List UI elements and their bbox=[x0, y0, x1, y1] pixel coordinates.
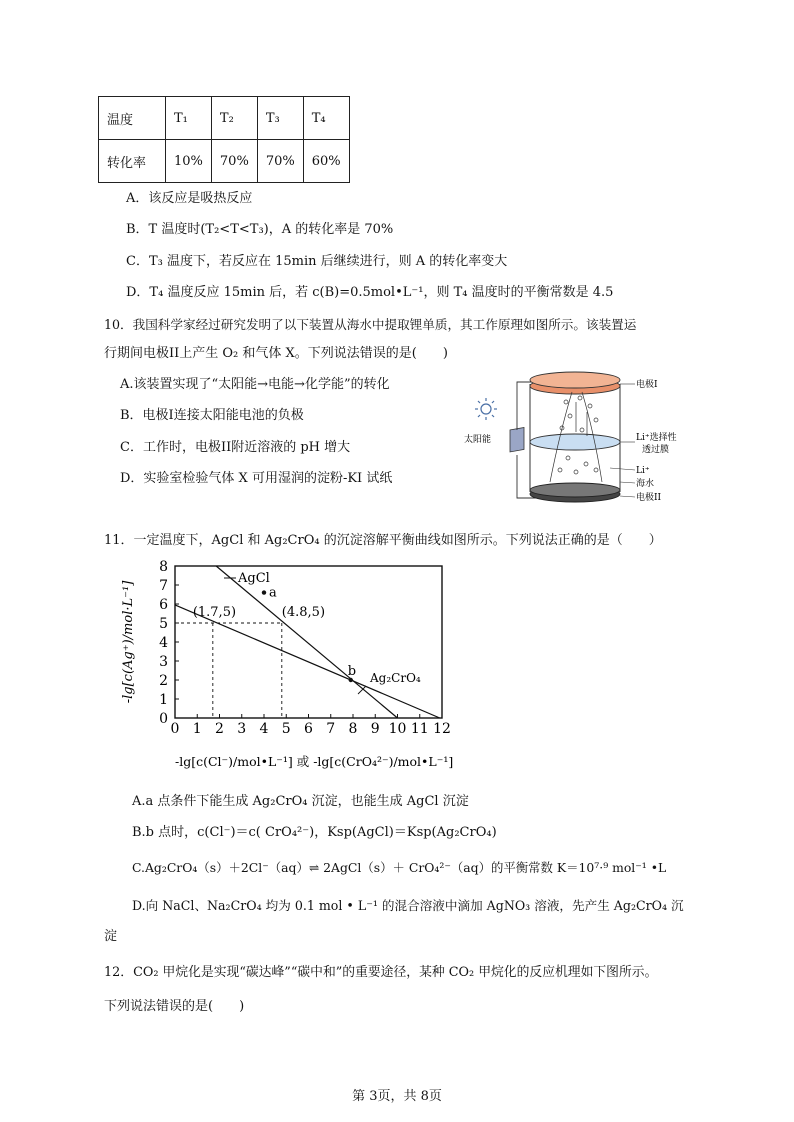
series-line-0 bbox=[216, 566, 397, 718]
q9-option-a: A．该反应是吸热反应 bbox=[126, 191, 253, 206]
sun-icon bbox=[475, 398, 497, 420]
q10-stem-line1: 10．我国科学家经过研究发明了以下装置从海水中提取锂单质，其工作原理如图所示。该装置运 bbox=[104, 317, 637, 332]
table-cell: 70% bbox=[257, 140, 303, 183]
q10-option-a: A.该装置实现了“太阳能→电能→化学能”的转化 bbox=[120, 377, 390, 392]
table-cell: 温度 bbox=[99, 97, 166, 140]
y-tick-label: 4 bbox=[159, 635, 168, 651]
electrode-2-label: 电极II bbox=[636, 493, 662, 503]
solar-label: 太阳能 bbox=[464, 435, 492, 445]
x-tick-label: 11 bbox=[410, 721, 429, 737]
table-cell: T₃ bbox=[257, 97, 303, 140]
coordinate-label: (1.7,5) bbox=[192, 605, 237, 620]
membrane-label-line2: 透过膜 bbox=[642, 445, 670, 455]
x-tick-label: 4 bbox=[259, 721, 269, 737]
q11-option-d-continued: 淀 bbox=[104, 929, 118, 944]
x-tick-label: 5 bbox=[281, 721, 291, 737]
membrane-label-line1: Li⁺选择性 bbox=[636, 433, 677, 443]
y-tick-label: 5 bbox=[159, 616, 168, 632]
x-tick-label: 3 bbox=[237, 721, 247, 737]
q11-option-d: D.向 NaCl、Na₂CrO₄ 均为 0.1 mol • L⁻¹ 的混合溶液中滴加 AgNO₃ 溶液，先产生 Ag₂CrO₄ 沉 bbox=[132, 898, 684, 913]
point-label-a: a bbox=[269, 585, 277, 601]
plot-frame bbox=[175, 566, 442, 718]
x-tick-label: 8 bbox=[348, 721, 358, 737]
q11-option-c: C.Ag₂CrO₄（s）＋2Cl⁻（aq）⇌ 2AgCl（s）＋ CrO₄²⁻（aq）的平衡常数 K＝10⁷·⁹ mol⁻¹ •L bbox=[132, 860, 667, 875]
y-tick-label: 8 bbox=[159, 559, 168, 575]
page-footer: 第 3页，共 8页 bbox=[352, 1089, 442, 1104]
q10-stem-line2: 行期间电极II上产生 O₂ 和气体 X。下列说法错误的是( ) bbox=[104, 346, 448, 361]
x-tick-label: 9 bbox=[370, 721, 380, 737]
series-label-ag2cro4: Ag₂CrO₄ bbox=[370, 671, 421, 685]
x-tick-label: 7 bbox=[326, 721, 336, 737]
x-tick-label: 12 bbox=[433, 721, 451, 737]
q11-stem: 11．一定温度下，AgCl 和 Ag₂CrO₄ 的沉淀溶解平衡曲线如图所示。下列说法正确的是（ ） bbox=[104, 533, 662, 548]
y-tick-label: 2 bbox=[159, 673, 168, 689]
x-tick-label: 10 bbox=[388, 721, 407, 737]
q10-option-d: D．实验室检验气体 X 可用湿润的淀粉-KI 试纸 bbox=[120, 471, 393, 486]
table-cell: T₄ bbox=[303, 97, 349, 140]
y-tick-label: 0 bbox=[159, 711, 168, 727]
series-label-agcl: AgCl bbox=[238, 571, 270, 586]
series-lines bbox=[175, 566, 440, 718]
x-axis-label: -lg[c(Cl⁻)/mol•L⁻¹] 或 -lg[c(CrO₄²⁻)/mol•L⁻¹] bbox=[175, 754, 454, 769]
x-tick-label: 1 bbox=[192, 721, 202, 737]
q11-option-a: A.a 点条件下能生成 Ag₂CrO₄ 沉淀，也能生成 AgCl 沉淀 bbox=[132, 794, 469, 809]
series-line-1 bbox=[175, 605, 440, 718]
li-ion-label: Li⁺ bbox=[636, 466, 650, 476]
y-tick-label: 3 bbox=[159, 654, 168, 670]
y-tick-label: 1 bbox=[159, 692, 168, 708]
q9-option-d: D．T₄ 温度反应 15min 后，若 c(B)=0.5mol•L⁻¹，则 T₄ 温度时的平衡常数是 4.5 bbox=[126, 285, 614, 300]
solubility-chart bbox=[100, 558, 460, 783]
seawater-label: 海水 bbox=[636, 479, 655, 489]
table-cell: 60% bbox=[303, 140, 349, 183]
q12-stem-line2: 下列说法错误的是( ) bbox=[104, 999, 245, 1014]
x-tick-label: 6 bbox=[304, 721, 313, 737]
point-label-b: b bbox=[347, 664, 357, 679]
table-cell: 转化率 bbox=[99, 140, 166, 183]
q10-option-b: B．电极I连接太阳能电池的负极 bbox=[120, 408, 304, 423]
electrode-1-label: 电极I bbox=[636, 380, 658, 390]
q10-option-c: C．工作时，电极II附近溶液的 pH 增大 bbox=[120, 440, 351, 455]
coordinate-label: (4.8,5) bbox=[281, 605, 326, 620]
point-marker-a bbox=[262, 590, 266, 594]
table-cell: 10% bbox=[166, 140, 212, 183]
y-axis-ticks bbox=[159, 559, 179, 727]
table-cell: T₂ bbox=[211, 97, 257, 140]
y-tick-label: 7 bbox=[159, 578, 168, 594]
y-tick-label: 6 bbox=[159, 597, 168, 613]
x-tick-label: 0 bbox=[170, 721, 180, 737]
q12-stem-line1: 12．CO₂ 甲烷化是实现“碳达峰”“碳中和”的重要途径，某种 CO₂ 甲烷化的反应机理如下图所示。 bbox=[104, 965, 658, 980]
annotations bbox=[193, 578, 366, 694]
conversion-table bbox=[98, 96, 350, 183]
table-cell: 70% bbox=[211, 140, 257, 183]
electrolysis-apparatus-diagram bbox=[464, 372, 720, 512]
q9-option-b: B．T 温度时(T₂<T<T₃)，A 的转化率是 70% bbox=[126, 222, 394, 237]
table-row bbox=[99, 97, 350, 140]
q11-option-b: B.b 点时，c(Cl⁻)＝c( CrO₄²⁻)，Ksp(AgCl)＝Ksp(Ag₂CrO₄) bbox=[132, 825, 497, 840]
li-selective-membrane bbox=[530, 434, 620, 450]
table-cell: T₁ bbox=[166, 97, 212, 140]
table-row bbox=[99, 140, 350, 183]
x-tick-label: 2 bbox=[215, 721, 224, 737]
q9-option-c: C．T₃ 温度下，若反应在 15min 后继续进行，则 A 的转化率变大 bbox=[126, 254, 508, 269]
solar-panel-icon bbox=[510, 427, 524, 451]
y-axis-label: -lg[c(Ag⁺)/mol·L⁻¹] bbox=[121, 580, 136, 704]
guide-lines bbox=[175, 623, 282, 718]
